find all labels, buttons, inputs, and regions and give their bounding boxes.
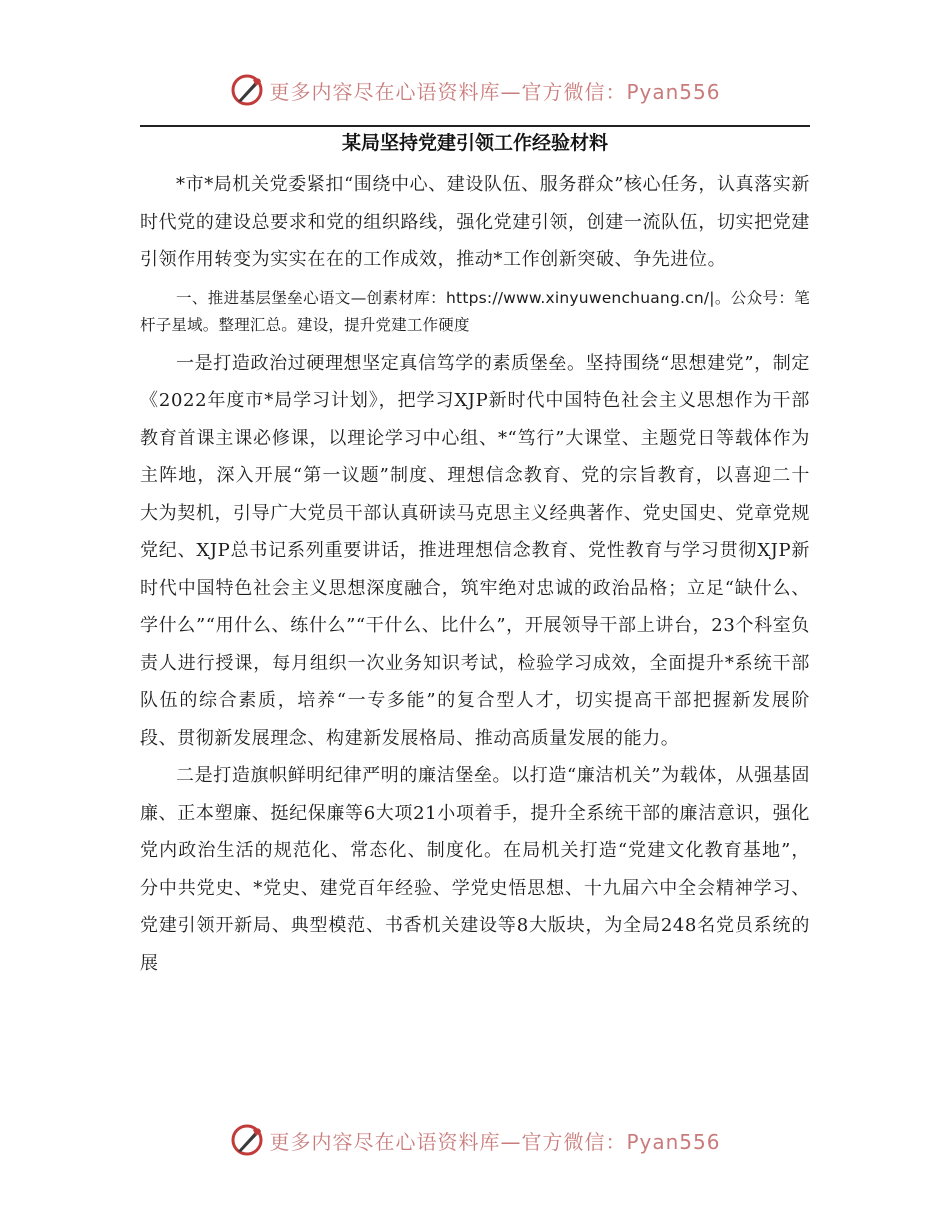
footer-banner — [0, 1118, 950, 1162]
header-banner-text: 更多内容尽在心语资料库—官方微信：Pyan556 — [269, 79, 721, 104]
paragraph-intro: *市*局机关党委紧扣“围绕中心、建设队伍、服务群众”核心任务，认真落实新时代党的建设总要求和党的组织路线，强化党建引领，创建一流队伍，切实把党建引领作用转变为实实在在的工作成效，推动*工作创新突破、争先进位。 — [140, 174, 811, 270]
document-body — [140, 166, 810, 982]
paragraph-quality-fortress: 一是打造政治过硬理想坚定真信笃学的素质堡垒。坚持围绕“思想建党”，制定《2022年度市*局学习计划》，把学习XJP新时代中国特色社会主义思想作为干部教育首课主课必修课，以理论学习中心组、*“笃行”大课堂、主题党日等载体作为主阵地，深入开展“第一议题”制度、理想信念教育、党的宗旨教育，以喜迎二十大为契机，引导广大党员干部认真研读马克思主义经典著作、党史国史、党章党规党纪、XJP总书记系列重要讲话，推进理想信念教育、党性教育与学习贯彻XJP新时代中国特色社会主义思想深度融合，筑牢绝对忠诚的政治品格；立足“缺什么、学什么”“用什么、练什么”“干什么、比什么”，开展领导干部上讲台，23个科室负责人进行授课，每月组织一次业务知识考试，检验学习成效，全面提升*系统干部队伍的综合素质，培养“一专多能”的复合型人才，切实提高干部把握新发展阶段、贯彻新发展理念、构建新发展格局、推动高质量发展的能力。 — [140, 352, 810, 749]
quill-pen-circle-icon — [229, 72, 265, 108]
quill-pen-circle-icon — [229, 1122, 265, 1158]
paragraph-integrity-fortress: 二是打造旗帜鲜明纪律严明的廉洁堡垒。以打造“廉洁机关”为载体，从强基固廉、正本塑廉、挺纪保廉等6大项21小项着手，提升全系统干部的廉洁意识，强化党内政治生活的规范化、常态化、制度化。在局机关打造“党建文化教育基地”，分中共党史、*党史、建党百年经验、学党史悟思想、十九届六中全会精神学习、党建引领开新局、典型模范、书香机关建设等8大版块，为全局248名党员系统的展 — [140, 765, 810, 974]
title-divider — [140, 125, 810, 127]
header-banner — [0, 68, 950, 112]
paragraph-section-heading: 一、推进基层堡垒心语文—创素材库：https://www.xinyuwenchuang.cn/|。公众号：笔杆子星域。整理汇总。建设，提升党建工作硬度 — [140, 288, 810, 334]
page-title: 某局坚持党建引领工作经验材料 — [341, 132, 608, 154]
footer-banner-text: 更多内容尽在心语资料库—官方微信：Pyan556 — [269, 1129, 721, 1154]
